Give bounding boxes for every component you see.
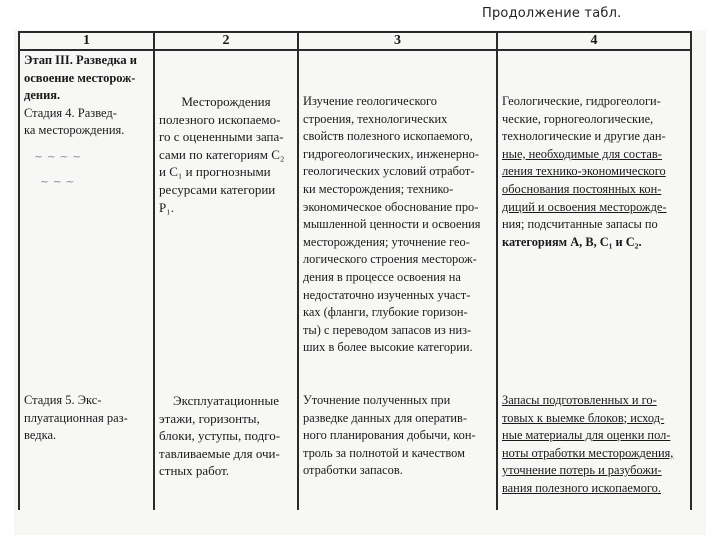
- task-line: разведке данных для оператив-: [303, 410, 468, 425]
- column-header-1: 1: [83, 33, 90, 48]
- task-line: строения, технологических: [303, 111, 448, 126]
- object-line: Эксплуатационные: [173, 393, 279, 408]
- task-line: отработки запасов.: [303, 463, 403, 478]
- task-line: Изучение геологического: [303, 94, 438, 108]
- object-line: блоки, уступы, подго-: [159, 428, 281, 444]
- result-line: ные материалы для оценки пол-: [502, 428, 671, 443]
- column-header-2: 2: [222, 33, 230, 48]
- object-line: Р₁.: [159, 199, 175, 215]
- table-right-border: [690, 31, 692, 510]
- row1-tasks-cell: [303, 93, 493, 357]
- task-line: экономическое обоснование про-: [303, 199, 479, 214]
- row2-tasks-cell: [303, 392, 493, 480]
- task-line: дения в процессе освоения на: [303, 269, 461, 284]
- task-line: логического строения месторож-: [303, 252, 477, 267]
- row2-object-cell: [159, 392, 293, 480]
- object-line: этажи, горизонты,: [159, 410, 260, 426]
- task-line: ках (фланги, глубокие горизон-: [303, 305, 468, 320]
- handwritten-note: ~ ~ ~: [40, 175, 75, 188]
- task-line: свойств полезного ископаемого,: [303, 129, 473, 144]
- handwritten-note: ~ ~ ~ ~: [34, 150, 82, 163]
- result-line: вания полезного ископаемого.: [502, 480, 661, 495]
- task-line: ты) с переводом запасов из низ-: [303, 322, 472, 337]
- task-line: недостаточно изученных участ-: [303, 287, 471, 302]
- object-line: тавливаемые для очи-: [159, 445, 280, 461]
- stage-line: дения.: [24, 88, 61, 103]
- result-line: ческие, горногеологические,: [502, 111, 654, 126]
- row2-results-cell: [502, 392, 686, 498]
- task-line: месторождения; уточнение гео-: [303, 234, 470, 249]
- result-line: технологические и другие дан-: [502, 129, 666, 144]
- result-line: товых к выемке блоков; исход-: [502, 410, 665, 425]
- result-line: ноты отработки месторождения,: [502, 445, 674, 460]
- column-header-4: 4: [590, 33, 598, 48]
- task-line: ки месторождения; технико-: [303, 181, 454, 196]
- task-line: Уточнение полученных при: [303, 393, 451, 407]
- result-line: категориям А, В, С₁ и С₂.: [502, 234, 642, 249]
- result-line: ния; подсчитанные запасы по: [502, 217, 658, 232]
- result-line: диций и освоения месторожде-: [502, 199, 667, 214]
- result-line: ные, необходимые для состав-: [502, 146, 662, 161]
- result-line: уточнение потерь и разубожи-: [502, 463, 662, 478]
- row1-results-cell: [502, 93, 686, 251]
- object-line: стных работ.: [159, 463, 230, 479]
- task-line: геологических условий отработ-: [303, 164, 475, 179]
- object-line: и С₁ и прогнозными: [159, 164, 271, 180]
- task-line: ного планирования добычи, кон-: [303, 428, 476, 443]
- stage-line: плуатационная раз-: [24, 410, 128, 425]
- task-line: гидрогеологических, инженерно-: [303, 146, 479, 161]
- object-line: сами по категориям С₂: [159, 146, 285, 162]
- object-line: го с оцененными запа-: [159, 129, 284, 145]
- header-bottom-border: [18, 49, 692, 51]
- result-line: Геологические, гидрогеологи-: [502, 94, 661, 108]
- column-divider-3: [496, 31, 498, 510]
- stage-line: Этап III. Разведка и: [24, 53, 137, 67]
- stage-line: ка месторождения.: [24, 123, 125, 138]
- stage-line: Стадия 5. Экс-: [24, 393, 102, 407]
- result-line: Запасы подготовленных и го-: [502, 393, 657, 407]
- table-continuation-caption: Продолжение табл.: [482, 6, 622, 21]
- row1-stage-cell: [24, 52, 150, 140]
- stage-line: освоение месторож-: [24, 70, 136, 85]
- task-line: мышленной ценности и освоения: [303, 217, 481, 232]
- stage-line: ведка.: [24, 428, 57, 443]
- row2-stage-cell: [24, 392, 150, 445]
- object-line: ресурсами категории: [159, 181, 276, 197]
- task-line: ших в более высокие категории.: [303, 340, 473, 355]
- object-line: полезного ископаемо-: [159, 111, 281, 127]
- object-line: Месторождения: [181, 94, 271, 109]
- task-line: троль за полнотой и качеством: [303, 445, 465, 460]
- result-line: обоснования постоянных кон-: [502, 181, 662, 196]
- table-left-border: [18, 31, 20, 510]
- result-line: ления технико-экономического: [502, 164, 666, 179]
- column-header-3: 3: [394, 33, 401, 48]
- column-divider-2: [297, 31, 299, 510]
- row1-object-cell: [159, 93, 293, 216]
- stage-line: Стадия 4. Развед-: [24, 105, 117, 120]
- column-divider-1: [153, 31, 155, 510]
